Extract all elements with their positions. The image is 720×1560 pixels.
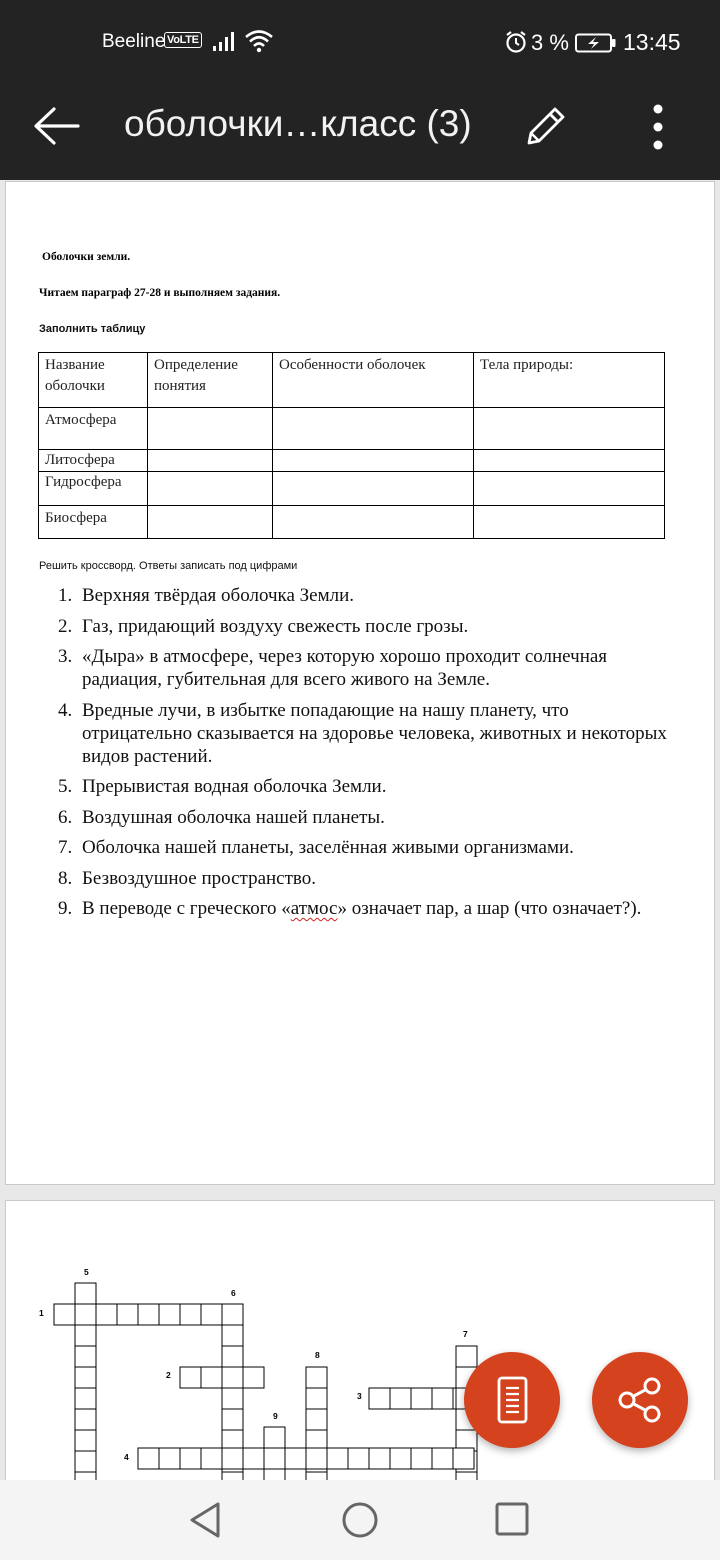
crossword-cell	[264, 1427, 285, 1448]
table-cell	[474, 450, 665, 472]
crossword-grid	[6, 1201, 715, 1500]
clue-text: Вредные лучи, в избытке попадающие на нашу планету, что отрицательно сказывается на здоровье человека, животных и некоторых видов растений.	[82, 699, 667, 767]
reading-mode-button[interactable]	[464, 1352, 560, 1448]
table-cell	[273, 472, 474, 506]
clue-text: Верхняя твёрдая оболочка Земли.	[82, 585, 355, 606]
crossword-cell	[306, 1367, 327, 1388]
table-row	[39, 506, 665, 539]
crossword-cell	[159, 1448, 180, 1469]
table-row	[39, 450, 665, 472]
table-cell: Литосфера	[39, 450, 148, 472]
carrier-name: Beeline	[102, 31, 166, 52]
clue-number: 1.	[58, 585, 73, 606]
crossword-cell	[75, 1451, 96, 1472]
nav-home-icon[interactable]	[340, 1500, 380, 1540]
document-page-2[interactable]	[5, 1200, 715, 1500]
list-item	[58, 806, 668, 829]
pencil-icon[interactable]	[520, 100, 572, 152]
nav-back-icon[interactable]	[186, 1500, 226, 1540]
table-header-cell: Особенности оболочек	[273, 353, 474, 408]
crossword-cell	[264, 1448, 285, 1469]
crossword-cell	[201, 1304, 222, 1325]
clue-number: 5.	[58, 776, 73, 797]
list-item	[58, 584, 668, 607]
list-item	[58, 645, 668, 691]
table-header-cell: Тела природы:	[474, 353, 665, 408]
document-page-1[interactable]	[5, 181, 715, 1185]
crossword-cell	[138, 1448, 159, 1469]
crossword-cell	[306, 1388, 327, 1409]
table-cell	[273, 408, 474, 450]
table-row	[39, 472, 665, 506]
crossword-cell	[180, 1367, 201, 1388]
crossword-number: 1	[39, 1308, 44, 1318]
volte-badge: VoLTE	[164, 32, 202, 48]
crossword-cell	[75, 1346, 96, 1367]
crossword-cell	[411, 1448, 432, 1469]
crossword-cell	[411, 1388, 432, 1409]
table-header-cell: Название оболочки	[39, 353, 148, 408]
crossword-cell	[75, 1409, 96, 1430]
document-title: оболочки…класс (3)	[124, 103, 472, 144]
crossword-number: 5	[84, 1267, 89, 1277]
crossword-cell	[159, 1304, 180, 1325]
crossword-cell	[75, 1388, 96, 1409]
crossword-cell	[96, 1304, 117, 1325]
share-icon	[592, 1352, 688, 1448]
crossword-cell	[75, 1304, 96, 1325]
clue-text-before: В переводе с греческого «	[82, 898, 291, 919]
list-item	[58, 897, 668, 920]
clue-number: 2.	[58, 615, 73, 637]
share-button[interactable]	[592, 1352, 688, 1448]
clue-number: 7.	[58, 837, 73, 858]
clue-number: 9.	[58, 898, 73, 919]
clue-number: 3.	[58, 646, 73, 667]
crossword-cell	[222, 1325, 243, 1346]
clue-number: 8.	[58, 867, 73, 889]
alarm-icon	[504, 30, 528, 54]
crossword-cell	[306, 1448, 327, 1469]
clue-text: Газ, придающий воздуху свежесть после грозы.	[82, 615, 469, 637]
back-arrow-icon[interactable]	[30, 104, 84, 148]
table-cell	[148, 506, 273, 539]
crossword-cell	[201, 1367, 222, 1388]
clue-text-after: » означает пар, а шар (что означает?).	[337, 898, 642, 919]
spellcheck-word: атмос	[290, 898, 338, 919]
table-caption: Заполнить таблицу	[39, 323, 146, 335]
crossword-cell	[243, 1448, 264, 1469]
shells-table	[38, 352, 665, 539]
crossword-cell	[117, 1304, 138, 1325]
clock: 13:45	[623, 29, 681, 55]
crossword-cell	[201, 1448, 222, 1469]
crossword-cell	[348, 1448, 369, 1469]
list-item	[58, 867, 668, 890]
clue-text: «Дыра» в атмосфере, через которую хорошо проходит солнечная радиация, губительная для всего живого на Земле.	[82, 646, 608, 690]
crossword-number: 2	[166, 1370, 171, 1380]
crossword-cell	[222, 1388, 243, 1409]
crossword-cell	[222, 1367, 243, 1388]
crossword-number: 3	[357, 1391, 362, 1401]
crossword-cell	[138, 1304, 159, 1325]
table-cell	[148, 472, 273, 506]
table-cell	[273, 506, 474, 539]
doc-heading: Оболочки земли.	[42, 251, 131, 263]
crossword-number: 6	[231, 1288, 236, 1298]
table-row	[39, 408, 665, 450]
crossword-number: 8	[315, 1350, 320, 1360]
battery-icon	[575, 33, 617, 53]
table-cell: Гидросфера	[39, 472, 148, 506]
table-cell	[148, 408, 273, 450]
clue-text: Оболочка нашей планеты, заселённая живыми организмами.	[82, 837, 574, 858]
list-item	[58, 775, 668, 798]
battery-percent: 3 %	[531, 30, 569, 55]
table-cell	[148, 450, 273, 472]
clue-text	[82, 898, 641, 919]
list-item	[58, 836, 668, 859]
crossword-cell	[75, 1367, 96, 1388]
crossword-cell	[75, 1325, 96, 1346]
clue-text: Воздушная оболочка нашей планеты.	[82, 806, 385, 828]
nav-recents-icon[interactable]	[494, 1501, 530, 1537]
table-cell	[474, 408, 665, 450]
crossword-number: 4	[124, 1452, 129, 1462]
crossword-cell	[75, 1430, 96, 1451]
crossword-cell	[390, 1388, 411, 1409]
doc-instruction: Читаем параграф 27-28 и выполняем задания.	[39, 287, 281, 299]
clue-number: 6.	[58, 806, 73, 828]
table-cell	[474, 472, 665, 506]
table-cell: Биосфера	[39, 506, 148, 539]
crossword-cell	[390, 1448, 411, 1469]
list-item	[58, 615, 668, 638]
clue-text: Безвоздушное пространство.	[82, 867, 317, 889]
more-vert-icon[interactable]	[644, 102, 672, 152]
crossword-cell	[285, 1448, 306, 1469]
crossword-cell	[75, 1283, 96, 1304]
wifi-icon	[244, 29, 274, 53]
crossword-cell	[54, 1304, 75, 1325]
signal-icon	[212, 30, 238, 52]
crossword-cell	[432, 1448, 453, 1469]
crossword-cell	[222, 1346, 243, 1367]
crossword-cell	[180, 1304, 201, 1325]
table-cell	[474, 506, 665, 539]
crossword-number: 9	[273, 1411, 278, 1421]
crossword-cell	[243, 1367, 264, 1388]
clue-list	[58, 584, 668, 928]
crossword-cell	[306, 1409, 327, 1430]
crossword-cell	[222, 1304, 243, 1325]
reading-mode-icon	[464, 1352, 560, 1448]
clue-text: Прерывистая водная оболочка Земли.	[82, 776, 387, 797]
list-item	[58, 699, 668, 768]
crossword-cell	[327, 1448, 348, 1469]
crossword-cell	[180, 1448, 201, 1469]
crossword-caption: Решить кроссворд. Ответы записать под цифрами	[39, 560, 298, 572]
app-bar	[0, 84, 720, 180]
table-header-row	[39, 353, 665, 408]
system-nav-bar	[0, 1480, 720, 1560]
status-bar	[0, 0, 720, 84]
crossword-cell	[453, 1448, 474, 1469]
table-cell	[273, 450, 474, 472]
clue-number: 4.	[58, 699, 73, 721]
crossword-cell	[369, 1448, 390, 1469]
crossword-cell	[369, 1388, 390, 1409]
crossword-number: 7	[463, 1329, 468, 1339]
table-header-cell: Определение понятия	[148, 353, 273, 408]
crossword-cell	[432, 1388, 453, 1409]
crossword-cell	[222, 1409, 243, 1430]
crossword-cell	[222, 1448, 243, 1469]
table-cell: Атмосфера	[39, 408, 148, 450]
